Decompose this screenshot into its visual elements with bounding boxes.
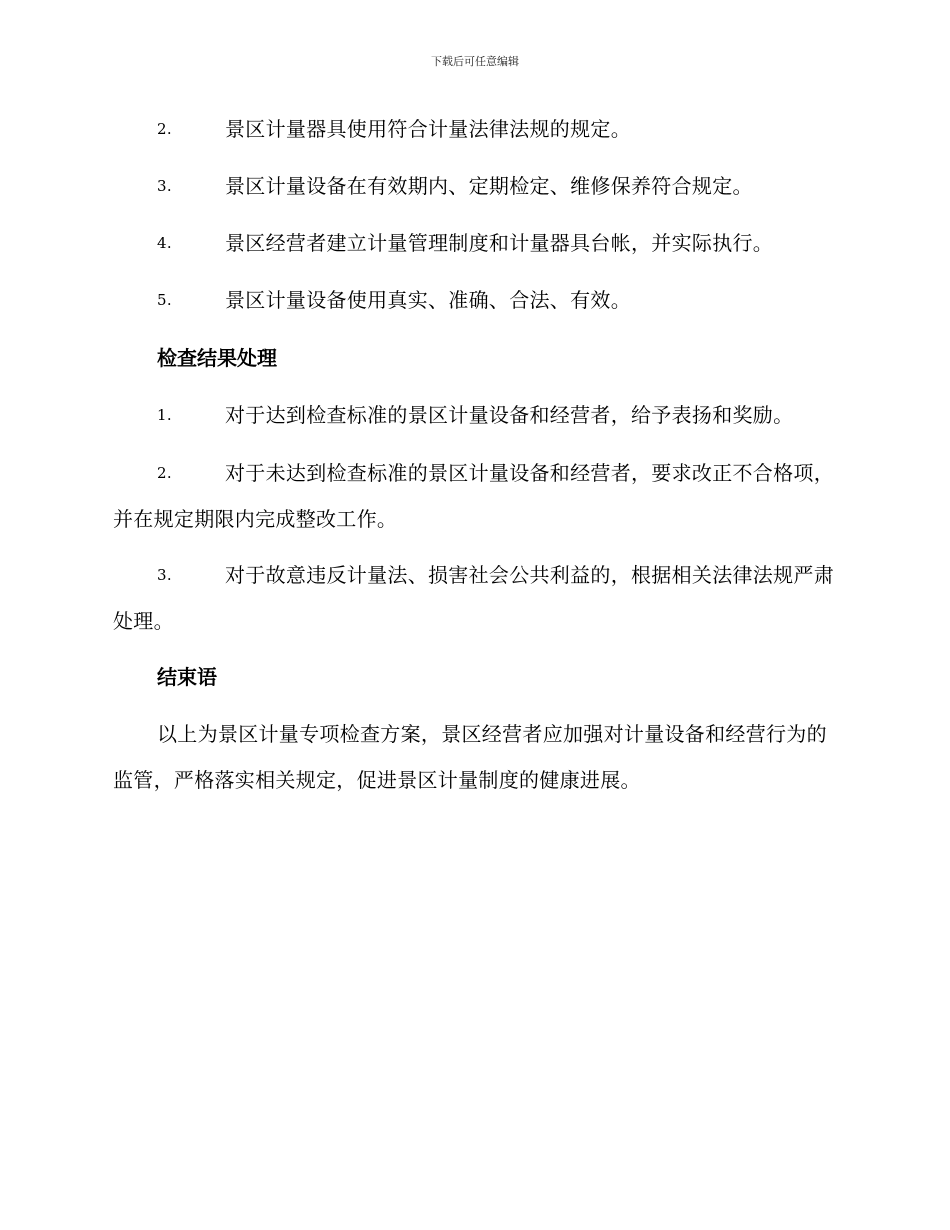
list-item-number: 3.: [157, 177, 172, 195]
list-item-text: 景区计量设备使用真实、准确、合法、有效。: [225, 288, 631, 312]
page-header: 下载后可任意编辑: [431, 55, 519, 68]
list-item-number: 5.: [157, 291, 172, 309]
list-item: [113, 106, 838, 152]
list-item-text: 对于故意违反计量法、损害社会公共利益的，根据相关法律法规严肃处理。: [113, 563, 834, 633]
list-item-text: 景区经营者建立计量管理制度和计量器具台帐，并实际执行。: [225, 231, 774, 255]
list-item: [113, 392, 838, 438]
conclusion-paragraph: 以上为景区计量专项检查方案，景区经营者应加强对计量设备和经营行为的监管，严格落实相关规定，促进景区计量制度的健康进展。: [113, 722, 827, 792]
section-heading-conclusion: 结束语: [157, 665, 217, 689]
list-item-text: 对于达到检查标准的景区计量设备和经营者，给予表扬和奖励。: [225, 403, 794, 427]
list-item: [113, 277, 838, 323]
list-item-number: 4.: [157, 234, 172, 252]
list-item: [113, 220, 838, 266]
list-item-text: 对于未达到检查标准的景区计量设备和经营者，要求改正不合格项，并在规定期限内完成整改工作。: [113, 461, 834, 531]
section-heading-result-handling: 检查结果处理: [157, 346, 277, 370]
list-item: [113, 450, 838, 542]
list-item-number: 2.: [157, 464, 172, 482]
list-item-number: 3.: [157, 566, 172, 584]
list-item-text: 景区计量设备在有效期内、定期检定、维修保养符合规定。: [225, 174, 753, 198]
list-item: [113, 552, 838, 644]
list-item: [113, 163, 838, 209]
list-item-number: 2.: [157, 120, 172, 138]
list-item-number: 1.: [157, 406, 172, 424]
list-item-text: 景区计量器具使用符合计量法律法规的规定。: [225, 117, 631, 141]
